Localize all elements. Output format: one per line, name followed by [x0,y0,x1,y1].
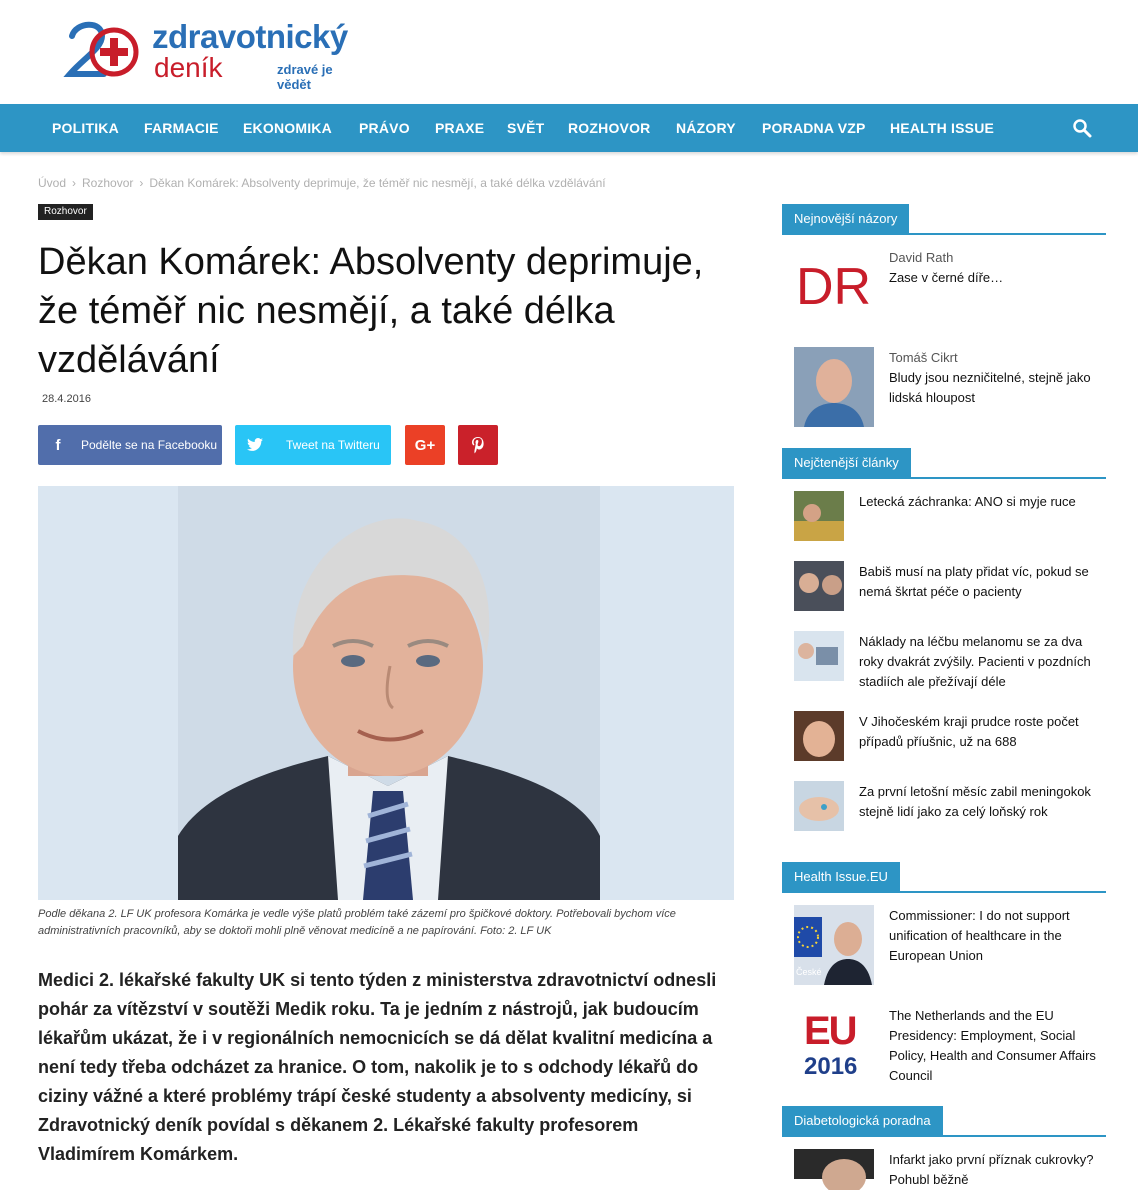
most-read-item[interactable]: Náklady na léčbu melanomu se za dva roky dvakrát zvýšily. Pacienti v pozdních stadiích ale přežívají déle [859,634,1091,689]
twitter-icon [235,425,275,465]
diabetes-item[interactable]: Infarkt jako první příznak cukrovky? Pohubl běžně [889,1152,1094,1187]
article-main-image [38,486,734,900]
author-avatar-photo[interactable] [794,347,874,427]
nav-item-praxe[interactable]: PRAXE [435,120,485,136]
breadcrumb-separator: › [72,176,77,190]
image-caption: Podle děkana 2. LF UK profesora Komárka je vedle výše platů problém také zázemí pro špičkové doktory. Potřebovali bychom více administrativních pracovníků, aby se doktoři mohli plně věnovat medicíně a ne papírování. Foto: 2. LF UK [38,908,676,937]
site-header [0,0,1138,104]
article-lead: Medici 2. lékařské fakulty UK si tento týden z ministerstva zdravotnictví odnesli pohár za vítězství v soutěži Medik roku. Ta je jedním z nástrojů, jak budoucím lékařům ukázat, že i v regionálních nemocnicích se dá dělat kvalitní medicína a není tedy třeba odcházet za hranice. O tom, nakolik je to s odchody lékařů do ciziny vážné a které problémy trápí české studenty a absolventy medicíny, si Zdravotnický deník povídal s děkanem 2. Lékařské fakulty profesorem Vladimírem Komárkem. [38,970,717,1164]
breadcrumb-category[interactable]: Rozhovor [82,176,134,190]
breadcrumb-current: Děkan Komárek: Absolventy deprimuje, že téměř nic nesmějí, a také délka vzdělávání [149,176,606,190]
search-icon[interactable] [1072,118,1092,138]
twitter-share-label: Tweet na Twitteru [286,438,380,452]
nav-item-poradna-vzp[interactable]: PORADNA VZP [762,120,866,136]
opinion-author[interactable]: Tomáš Cikrt [889,350,958,365]
breadcrumb [38,176,606,190]
article-thumbnail[interactable] [794,631,844,681]
article-thumbnail[interactable] [794,905,874,985]
thumbnail-caption: České [796,967,822,977]
google-plus-icon: G+ [414,436,436,454]
article-date: 28.4.2016 [42,393,91,405]
article-thumbnail[interactable] [794,781,844,831]
logo-slogan: zdravé je vědět [277,62,333,92]
sidebar-diabetes-title[interactable]: Diabetologická poradna [782,1106,943,1135]
article-thumbnail[interactable] [794,1149,874,1179]
facebook-icon: f [55,436,61,454]
nav-item-pravo[interactable]: PRÁVO [359,120,410,136]
portrait-illustration [38,486,734,900]
author-avatar-dr[interactable] [794,247,874,327]
eu-logo-letters: EU [804,1009,856,1053]
sidebar-most-read-header [782,448,1106,479]
sidebar-opinions-title[interactable]: Nejnovější názory [782,204,909,233]
eu-presidency-logo[interactable] [794,1005,874,1085]
article-thumbnail[interactable] [794,561,844,611]
gplus-share-button[interactable] [405,425,445,465]
health-issue-item[interactable]: The Netherlands and the EU Presidency: Employment, Social Policy, Health and Consumer Affairs Council [889,1008,1096,1083]
most-read-item[interactable]: Letecká záchranka: ANO si myje ruce [859,494,1076,509]
logo-mark-icon [62,18,142,84]
opinion-title[interactable]: Zase v černé díře… [889,270,1004,285]
logo-name-line1: zdravotnický [152,18,348,55]
sidebar-health-issue-title[interactable]: Health Issue.EU [782,862,900,891]
site-logo[interactable] [62,14,362,92]
article-thumbnail[interactable] [794,711,844,761]
main-nav [0,104,1138,152]
facebook-share-label: Podělte se na Facebooku [81,438,218,452]
health-issue-item[interactable]: Commissioner: I do not support unification of healthcare in the European Union [889,908,1070,963]
nav-item-rozhovor[interactable]: ROZHOVOR [568,120,651,136]
breadcrumb-home[interactable]: Úvod [38,176,67,190]
category-badge[interactable]: Rozhovor [38,204,93,220]
nav-item-health-issue[interactable]: HEALTH ISSUE [890,120,995,136]
nav-item-ekonomika[interactable]: EKONOMIKA [243,120,332,136]
twitter-share-button[interactable] [235,425,391,465]
opinion-title[interactable]: Bludy jsou nezničitelné, stejně jako lidská hloupost [889,370,1091,405]
sidebar-diabetes-header [782,1106,1106,1137]
most-read-item[interactable]: Babiš musí na platy přidat víc, pokud se nemá škrtat péče o pacienty [859,564,1089,599]
sidebar-most-read-title[interactable]: Nejčtenější články [782,448,911,477]
breadcrumb-separator: › [139,176,144,190]
nav-item-politika[interactable]: POLITIKA [52,120,119,136]
article-thumbnail[interactable] [794,491,844,541]
pinterest-icon [458,425,498,465]
pinterest-share-button[interactable] [458,425,498,465]
nav-item-farmacie[interactable]: FARMACIE [144,120,219,136]
eu-logo-year: 2016 [804,1053,858,1080]
author-initials: DR [796,258,872,316]
sidebar-opinions-header [782,204,1106,235]
article-title: Děkan Komárek: Absolventy deprimuje, že téměř nic nesmějí, a také délka vzdělávání [38,241,704,381]
facebook-share-button[interactable] [38,425,222,465]
nav-item-nazory[interactable]: NÁZORY [676,120,736,136]
opinion-author[interactable]: David Rath [889,250,954,265]
most-read-item[interactable]: Za první letošní měsíc zabil meningokok stejně lidí jako za celý loňský rok [859,784,1091,819]
logo-name-line2: deník [154,52,223,83]
nav-item-svet[interactable]: SVĚT [507,120,545,136]
most-read-item[interactable]: V Jihočeském kraji prudce roste počet případů příušnic, už na 688 [859,714,1079,749]
sidebar-health-issue-header [782,862,1106,893]
